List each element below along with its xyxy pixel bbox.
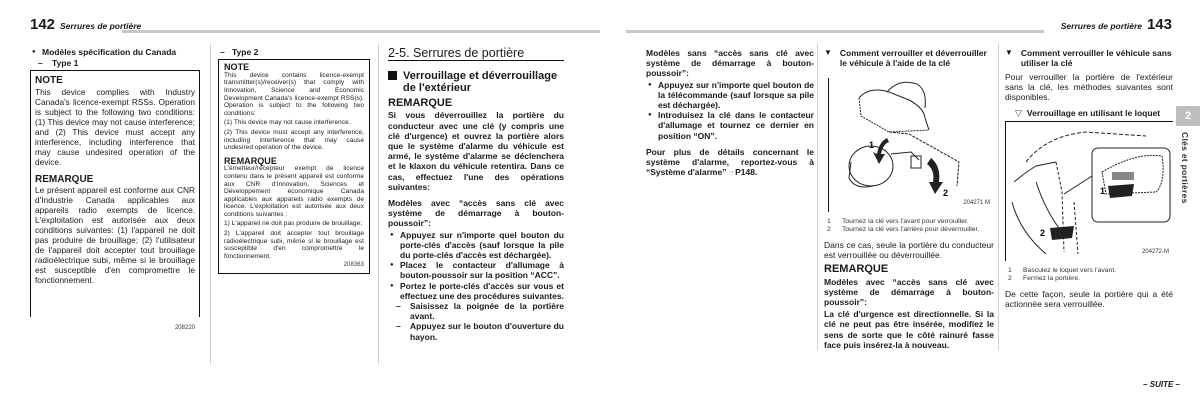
down-triangle-icon: ▼ xyxy=(1005,48,1013,57)
bullet-icon: ● xyxy=(390,282,394,289)
figure-label-2: 2 xyxy=(943,188,949,198)
page-header xyxy=(610,16,1172,34)
continued-marker: – SUITE – xyxy=(1143,380,1180,389)
figure-label-1: 1 xyxy=(1100,185,1106,196)
bullet-icon: ● xyxy=(648,81,652,88)
remarque-heading: REMARQUE xyxy=(388,97,453,110)
dash-item: – Saisissez la poignée de la portière avant. xyxy=(396,301,564,322)
remarque-item-2: 2) L'appareil doit accepter tout brouillage radioélectrique subi, même si le brouillage est susceptible d'en compromettre le fonctionnement. xyxy=(224,230,364,260)
body-text: Dans ce cas, seule la portière du conducteur est verrouillée ou déverrouillée. xyxy=(824,240,994,261)
section-title: 2-5. Serrures de portière xyxy=(388,48,564,61)
canada-type2-column xyxy=(218,47,370,274)
alarm-details-text: Pour plus de détails concernant le système d'alarme, reportez-vous à “Système d'alarme” ☞P148. xyxy=(646,146,814,178)
page-reference-icon: ☞ xyxy=(728,170,736,178)
key-in-door-lock-icon xyxy=(829,78,989,208)
note-item-1: (1) This device may not cause interference. xyxy=(224,119,351,127)
remarque-text: La clé d'urgence est directionnelle. Si la clé ne peut pas être insérée, modifiez le sens de sorte que le côté rainuré fasse face puis insérez-la à nouveau. xyxy=(824,309,994,350)
note-intro: This device contains licence-exempt transmitter(s)/receiver(s) that comply with Innovation, Science and Economic Development Canada's licence-exempt RSS(s). Operation is subject to the following two conditions: xyxy=(224,71,364,117)
bullet-icon: ● xyxy=(390,262,394,269)
header-bar xyxy=(626,30,1044,33)
type1-label: – Type 1 xyxy=(38,58,79,69)
remarque-heading: REMARQUE xyxy=(824,263,889,276)
subsection-heading: ▼ Comment verrouiller le véhicule sans utiliser la clé xyxy=(1005,48,1172,68)
bullet-icon: ● xyxy=(32,49,36,55)
key-lock-column xyxy=(824,48,994,350)
dash-item: – Appuyez sur le bouton d'ouverture du hayon. xyxy=(396,321,564,342)
remarque-text: Si vous déverrouillez la portière du conducteur avec une clé (y compris une clé d'urgence) et ouvrez la portière alors que le système d'alarme du véhicule est armé, le système d'alarme se déclenchera et le klaxon du véhicule retentira. Dans ce cas, effectuez l'une des opérations suivantes: xyxy=(388,110,564,192)
column-divider xyxy=(998,44,999,350)
note-heading: NOTE xyxy=(224,62,250,73)
type2-label: – Type 2 xyxy=(220,47,259,57)
chapter-tab[interactable]: 2 xyxy=(1176,106,1200,126)
legend-item: 2 Tournez la clé vers l'arrière pour déverrouiller. xyxy=(827,226,980,233)
models-heading: Modèles sans “accès sans clé avec système de démarrage à bouton-poussoir”: xyxy=(646,48,814,79)
header-title: Serrures de portière xyxy=(1060,21,1142,31)
bullet-item: ● Introduisez la clé dans le contacteur d'allumage et tournez ce dernier en position “ON”. xyxy=(648,110,814,141)
remarque-heading: REMARQUE xyxy=(224,155,277,166)
illustration-code: 208363 xyxy=(343,262,364,269)
header-bar xyxy=(122,30,600,33)
bullet-item: ● Appuyez sur n'importe quel bouton du porte-clés d'accès (sauf lorsque la pile du porte-clés d'accès est déchargée). xyxy=(390,229,564,261)
square-bullet-icon xyxy=(388,71,397,80)
note-heading: NOTE xyxy=(35,75,63,87)
illustration-code: 204272-M xyxy=(1141,248,1169,255)
figure-label-2: 2 xyxy=(1040,227,1046,238)
key-rotation-illustration xyxy=(828,78,994,212)
subsection-heading: ▼ Comment verrouiller et déverrouiller le véhicule à l'aide de la clé xyxy=(824,48,987,68)
type2-note-box xyxy=(218,59,370,274)
remarque-item-1: 1) L'appareil ne doit pas produire de brouillage; xyxy=(224,220,363,228)
note-text: This device complies with Industry Canada's licence-exempt RSSs. Operation is subject to the following two conditions: (1) This device may not cause interference; and (2) This device must accept any interference, including interference that may cause undesired operation of the device. xyxy=(35,86,195,167)
figure-legend xyxy=(1005,267,1173,283)
latch-lock-column xyxy=(1005,48,1173,309)
legend-item: 1 Tournez la clé vers l'avant pour verrouiller. xyxy=(827,218,969,225)
header-title: Serrures de portière xyxy=(60,21,142,31)
illustration-code: 204271 M xyxy=(963,199,990,206)
illustration-code: 208220 xyxy=(174,324,195,331)
remarque-text: Le présent appareil est conforme aux CNR d'Industrie Canada applicables aux appareils radio exempts de licence. L'exploitation est autorisée aux deux conditions suivantes: (1) l'appareil ne doit pas produire de brouillage; (2) l'utilisateur de l'appareil doit accepter tout brouillage radioélectrique subi, même si le brouillage est susceptible d'en compromettre le fonctionnement. xyxy=(35,184,195,285)
column-divider xyxy=(210,44,211,364)
column-divider xyxy=(817,44,818,350)
body-text: De cette façon, seule la portière qui a été actionnée sera verrouillée. xyxy=(1005,288,1173,310)
page-reference-link[interactable]: P148. xyxy=(735,167,758,178)
hollow-triangle-icon: ▽ xyxy=(1015,107,1022,118)
left-page xyxy=(0,0,590,402)
canada-type1-column xyxy=(30,47,200,331)
legend-item: 1 Basculez le loquet vers l'avant. xyxy=(1008,266,1117,274)
note-item-2: (2) This device must accept any interference, including interference that may cause undesired operation of the device. xyxy=(224,128,364,152)
door-latch-illustration xyxy=(1005,121,1173,261)
door-latch-icon xyxy=(1006,122,1172,260)
legend-item: 2 Fermez la portière. xyxy=(1008,274,1081,282)
bullet-item: ● Portez le porte-clés d'accès sur vous et effectuez une des procédures suivantes. xyxy=(390,280,564,301)
subsection-title: Verrouillage et déverrouillage de l'extérieur xyxy=(388,70,564,94)
remarque-intro: L'émetteur/récepteur exempt de licence contenu dans le présent appareil est conforme aux CNR d'Innovation, Sciences et Développement économique Canada applicables aux appareils radio exempts de licence. L'exploitation est autorisée aux deux conditions suivantes : xyxy=(224,165,364,218)
bullet-item: ● Appuyez sur n'importe quel bouton de la télécommande (sauf lorsque sa pile est déchargée). xyxy=(648,79,814,111)
models-heading: Modèles avec “accès sans clé avec système de démarrage à bouton-poussoir”: xyxy=(388,198,564,229)
right-page xyxy=(610,0,1200,402)
figure-label-1: 1 xyxy=(869,140,875,150)
column-divider xyxy=(378,44,379,364)
page-number: 143 xyxy=(1146,16,1172,33)
latch-subheading: ▽ Verrouillage en utilisant le loquet xyxy=(1015,107,1161,118)
alarm-models-column xyxy=(646,48,814,179)
figure-legend xyxy=(824,218,994,234)
type1-note-box xyxy=(30,70,200,331)
bullet-item: ● Placez le contacteur d'allumage à bouton-poussoir sur la position “ACC”. xyxy=(390,260,564,281)
page-header xyxy=(30,16,600,34)
down-triangle-icon: ▼ xyxy=(824,48,832,57)
page-number: 142 xyxy=(30,16,56,33)
canada-bullet: ● Modèles spécification du Canada xyxy=(32,47,177,57)
bullet-icon: ● xyxy=(648,112,652,119)
chapter-tab-label: Clés et portières xyxy=(1180,132,1190,204)
bullet-icon: ● xyxy=(390,231,394,238)
remarque-heading: REMARQUE xyxy=(35,173,94,185)
door-locks-column xyxy=(388,48,564,342)
intro-text: Pour verrouiller la portière de l'extérieur sans la clé, les méthodes suivantes sont disponibles. xyxy=(1005,72,1173,103)
remarque-models: Modèles avec “accès sans clé avec système de démarrage à bouton-poussoir”: xyxy=(824,276,994,308)
